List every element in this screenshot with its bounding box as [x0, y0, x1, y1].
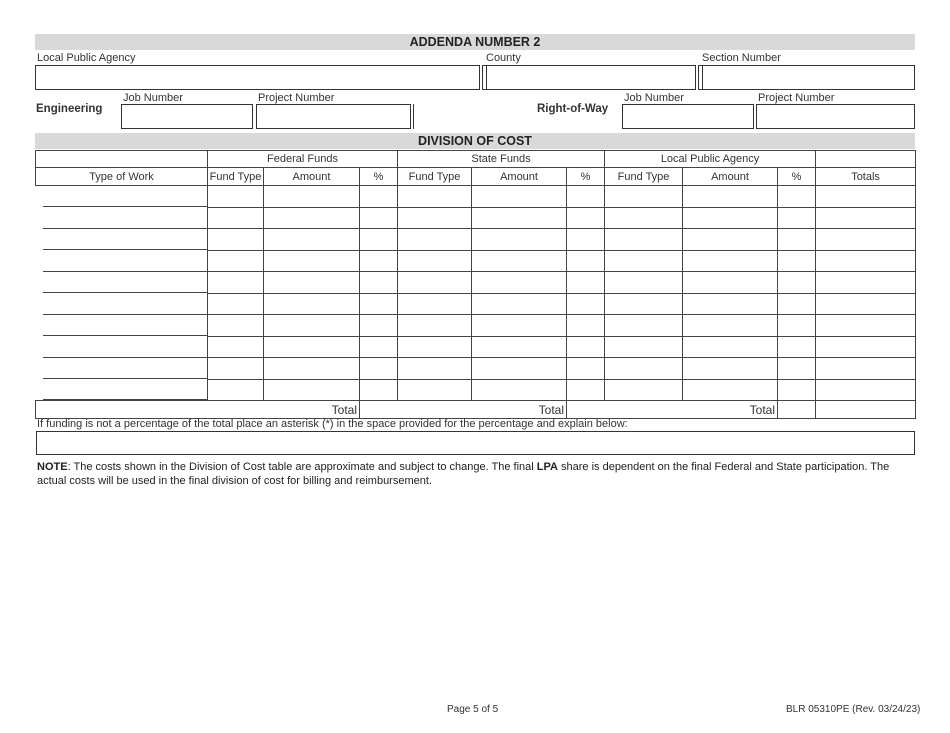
state-amount-cell[interactable] [472, 315, 567, 337]
state-percent-cell[interactable] [567, 293, 605, 315]
right-of-way-label: Right-of-Way [537, 103, 609, 115]
form-id: BLR 05310PE (Rev. 03/24/23) [786, 704, 921, 715]
federal-amount-cell[interactable] [264, 186, 360, 208]
local-public-agency-label: Local Public Agency [37, 52, 136, 64]
note-text-1: : The costs shown in the Division of Cost table are approximate and subject to change. The final [67, 461, 537, 473]
federal-fund-type-cell[interactable] [208, 315, 264, 337]
local-amount-cell[interactable] [683, 358, 778, 380]
local-percent-cell[interactable] [778, 315, 816, 337]
group-header-row [36, 151, 916, 168]
state-amount-cell[interactable] [472, 250, 567, 272]
row-job-number-field[interactable] [622, 104, 754, 129]
type-of-work-cell[interactable] [36, 293, 208, 315]
county-field[interactable] [486, 65, 696, 90]
note-text-2: share is dependent on the final Federal and State participation. The actual costs will be used in the final division of cost for billing and reimbursement. [37, 461, 890, 487]
local-total-percent[interactable] [778, 401, 816, 419]
state-amount-cell[interactable] [472, 272, 567, 294]
local-fund-type-cell[interactable] [605, 293, 683, 315]
federal-percent-cell[interactable] [360, 315, 398, 337]
federal-amount-cell[interactable] [264, 379, 360, 401]
type-of-work-cell[interactable] [36, 207, 208, 229]
state-total-label: Total [360, 401, 567, 419]
state-percent-cell[interactable] [567, 186, 605, 208]
state-funds-header: State Funds [398, 151, 605, 168]
engineering-project-number-field[interactable] [256, 104, 411, 129]
local-amount-cell[interactable] [683, 250, 778, 272]
local-amount-header: Amount [683, 168, 778, 186]
local-percent-cell[interactable] [778, 250, 816, 272]
local-percent-cell[interactable] [778, 379, 816, 401]
federal-amount-cell[interactable] [264, 336, 360, 358]
state-fund-type-cell[interactable] [398, 336, 472, 358]
federal-amount-cell[interactable] [264, 229, 360, 251]
federal-amount-cell[interactable] [264, 315, 360, 337]
type-of-work-line [43, 250, 208, 272]
engineering-label: Engineering [36, 103, 103, 115]
federal-amount-cell[interactable] [264, 250, 360, 272]
divider [413, 104, 414, 129]
table-row [36, 250, 916, 272]
federal-fund-type-cell[interactable] [208, 358, 264, 380]
row-total-cell[interactable] [816, 272, 916, 294]
column-header-row [36, 168, 916, 186]
row-total-cell[interactable] [816, 250, 916, 272]
federal-funds-header: Federal Funds [208, 151, 398, 168]
state-fund-type-cell[interactable] [398, 229, 472, 251]
local-percent-header: % [778, 168, 816, 186]
state-fund-type-header: Fund Type [398, 168, 472, 186]
state-fund-type-cell[interactable] [398, 358, 472, 380]
federal-fund-type-cell[interactable] [208, 186, 264, 208]
state-percent-cell[interactable] [567, 315, 605, 337]
engineering-project-number-label: Project Number [258, 92, 335, 104]
table-row [36, 336, 916, 358]
federal-amount-cell[interactable] [264, 207, 360, 229]
local-fund-type-cell[interactable] [605, 207, 683, 229]
row-total-cell[interactable] [816, 207, 916, 229]
local-total-label: Total [567, 401, 778, 419]
type-of-work-cell[interactable] [36, 358, 208, 380]
table-row [36, 358, 916, 380]
county-label: County [486, 52, 521, 64]
row-project-number-label: Project Number [758, 92, 835, 104]
table-row [36, 186, 916, 208]
state-percent-cell[interactable] [567, 272, 605, 294]
local-percent-cell[interactable] [778, 293, 816, 315]
state-percent-cell[interactable] [567, 229, 605, 251]
local-amount-cell[interactable] [683, 229, 778, 251]
table-row [36, 315, 916, 337]
local-amount-cell[interactable] [683, 379, 778, 401]
federal-percent-cell[interactable] [360, 207, 398, 229]
row-total-cell[interactable] [816, 379, 916, 401]
type-of-work-cell[interactable] [36, 315, 208, 337]
state-percent-cell[interactable] [567, 379, 605, 401]
local-percent-cell[interactable] [778, 186, 816, 208]
federal-percent-header: % [360, 168, 398, 186]
local-fund-type-cell[interactable] [605, 229, 683, 251]
type-of-work-header: Type of Work [36, 168, 208, 186]
federal-fund-type-cell[interactable] [208, 293, 264, 315]
division-of-cost-table [35, 150, 916, 419]
local-percent-cell[interactable] [778, 336, 816, 358]
state-fund-type-cell[interactable] [398, 315, 472, 337]
explanation-label: If funding is not a percentage of the total place an asterisk (*) in the space provided for the percentage and explain below: [37, 418, 628, 430]
federal-amount-cell[interactable] [264, 293, 360, 315]
local-fund-type-cell[interactable] [605, 315, 683, 337]
state-amount-cell[interactable] [472, 186, 567, 208]
federal-percent-cell[interactable] [360, 272, 398, 294]
state-amount-cell[interactable] [472, 336, 567, 358]
type-of-work-cell[interactable] [36, 186, 208, 208]
type-of-work-cell[interactable] [36, 272, 208, 294]
state-fund-type-cell[interactable] [398, 379, 472, 401]
local-agency-header: Local Public Agency [605, 151, 816, 168]
federal-percent-cell[interactable] [360, 293, 398, 315]
type-of-work-line [43, 272, 208, 294]
section-number-label: Section Number [702, 52, 781, 64]
local-fund-type-header: Fund Type [605, 168, 683, 186]
type-of-work-line [43, 336, 208, 358]
note-lpa: LPA [536, 461, 558, 473]
federal-fund-type-cell[interactable] [208, 379, 264, 401]
table-row [36, 229, 916, 251]
state-fund-type-cell[interactable] [398, 250, 472, 272]
row-project-number-field[interactable] [756, 104, 915, 129]
state-percent-header: % [567, 168, 605, 186]
state-amount-cell[interactable] [472, 358, 567, 380]
federal-percent-cell[interactable] [360, 379, 398, 401]
local-amount-cell[interactable] [683, 186, 778, 208]
state-amount-cell[interactable] [472, 293, 567, 315]
state-amount-header: Amount [472, 168, 567, 186]
state-amount-cell[interactable] [472, 379, 567, 401]
local-fund-type-cell[interactable] [605, 336, 683, 358]
federal-amount-header: Amount [264, 168, 360, 186]
note-paragraph [37, 460, 917, 488]
local-amount-cell[interactable] [683, 315, 778, 337]
local-percent-cell[interactable] [778, 358, 816, 380]
engineering-job-number-label: Job Number [123, 92, 183, 104]
local-percent-cell[interactable] [778, 229, 816, 251]
local-amount-cell[interactable] [683, 293, 778, 315]
type-of-work-cell[interactable] [36, 250, 208, 272]
state-percent-cell[interactable] [567, 358, 605, 380]
type-of-work-line [43, 186, 208, 207]
local-amount-cell[interactable] [683, 272, 778, 294]
total-row [36, 401, 916, 419]
federal-fund-type-cell[interactable] [208, 272, 264, 294]
local-fund-type-cell[interactable] [605, 358, 683, 380]
local-fund-type-cell[interactable] [605, 272, 683, 294]
state-amount-cell[interactable] [472, 207, 567, 229]
note-lead: NOTE [37, 461, 68, 473]
local-public-agency-field[interactable] [35, 65, 480, 90]
table-row [36, 293, 916, 315]
type-of-work-line [43, 358, 208, 380]
state-percent-cell[interactable] [567, 207, 605, 229]
federal-fund-type-cell[interactable] [208, 229, 264, 251]
federal-amount-cell[interactable] [264, 358, 360, 380]
federal-amount-cell[interactable] [264, 272, 360, 294]
federal-percent-cell[interactable] [360, 336, 398, 358]
federal-percent-cell[interactable] [360, 250, 398, 272]
federal-fund-type-cell[interactable] [208, 336, 264, 358]
local-fund-type-cell[interactable] [605, 379, 683, 401]
type-of-work-line [43, 315, 208, 337]
group-blank-totals [816, 151, 916, 168]
engineering-job-number-field[interactable] [121, 104, 253, 129]
group-blank [36, 151, 208, 168]
type-of-work-line [43, 207, 208, 229]
state-percent-cell[interactable] [567, 250, 605, 272]
local-fund-type-cell[interactable] [605, 250, 683, 272]
federal-fund-type-cell[interactable] [208, 250, 264, 272]
totals-header: Totals [816, 168, 916, 186]
federal-total-label: Total [36, 401, 360, 419]
state-fund-type-cell[interactable] [398, 207, 472, 229]
division-of-cost-title: DIVISION OF COST [35, 133, 915, 149]
state-amount-cell[interactable] [472, 229, 567, 251]
local-percent-cell[interactable] [778, 207, 816, 229]
type-of-work-cell[interactable] [36, 229, 208, 251]
row-job-number-label: Job Number [624, 92, 684, 104]
page-number: Page 5 of 5 [447, 704, 499, 715]
type-of-work-line [43, 379, 208, 400]
local-amount-cell[interactable] [683, 207, 778, 229]
type-of-work-line [43, 293, 208, 315]
table-row [36, 379, 916, 401]
federal-percent-cell[interactable] [360, 186, 398, 208]
row-total-cell[interactable] [816, 229, 916, 251]
federal-fund-type-cell[interactable] [208, 207, 264, 229]
type-of-work-cell[interactable] [36, 379, 208, 401]
federal-percent-cell[interactable] [360, 358, 398, 380]
grand-total[interactable] [816, 401, 916, 419]
type-of-work-cell[interactable] [36, 336, 208, 358]
state-percent-cell[interactable] [567, 336, 605, 358]
row-total-cell[interactable] [816, 315, 916, 337]
table-row [36, 272, 916, 294]
table-row [36, 207, 916, 229]
row-total-cell[interactable] [816, 186, 916, 208]
local-amount-cell[interactable] [683, 336, 778, 358]
state-fund-type-cell[interactable] [398, 186, 472, 208]
state-fund-type-cell[interactable] [398, 293, 472, 315]
type-of-work-line [43, 229, 208, 251]
federal-percent-cell[interactable] [360, 229, 398, 251]
explanation-field[interactable] [36, 431, 915, 455]
row-total-cell[interactable] [816, 293, 916, 315]
row-total-cell[interactable] [816, 358, 916, 380]
addenda-title: ADDENDA NUMBER 2 [35, 34, 915, 50]
local-percent-cell[interactable] [778, 272, 816, 294]
section-number-field[interactable] [702, 65, 915, 90]
federal-fund-type-header: Fund Type [208, 168, 264, 186]
row-total-cell[interactable] [816, 336, 916, 358]
state-fund-type-cell[interactable] [398, 272, 472, 294]
local-fund-type-cell[interactable] [605, 186, 683, 208]
